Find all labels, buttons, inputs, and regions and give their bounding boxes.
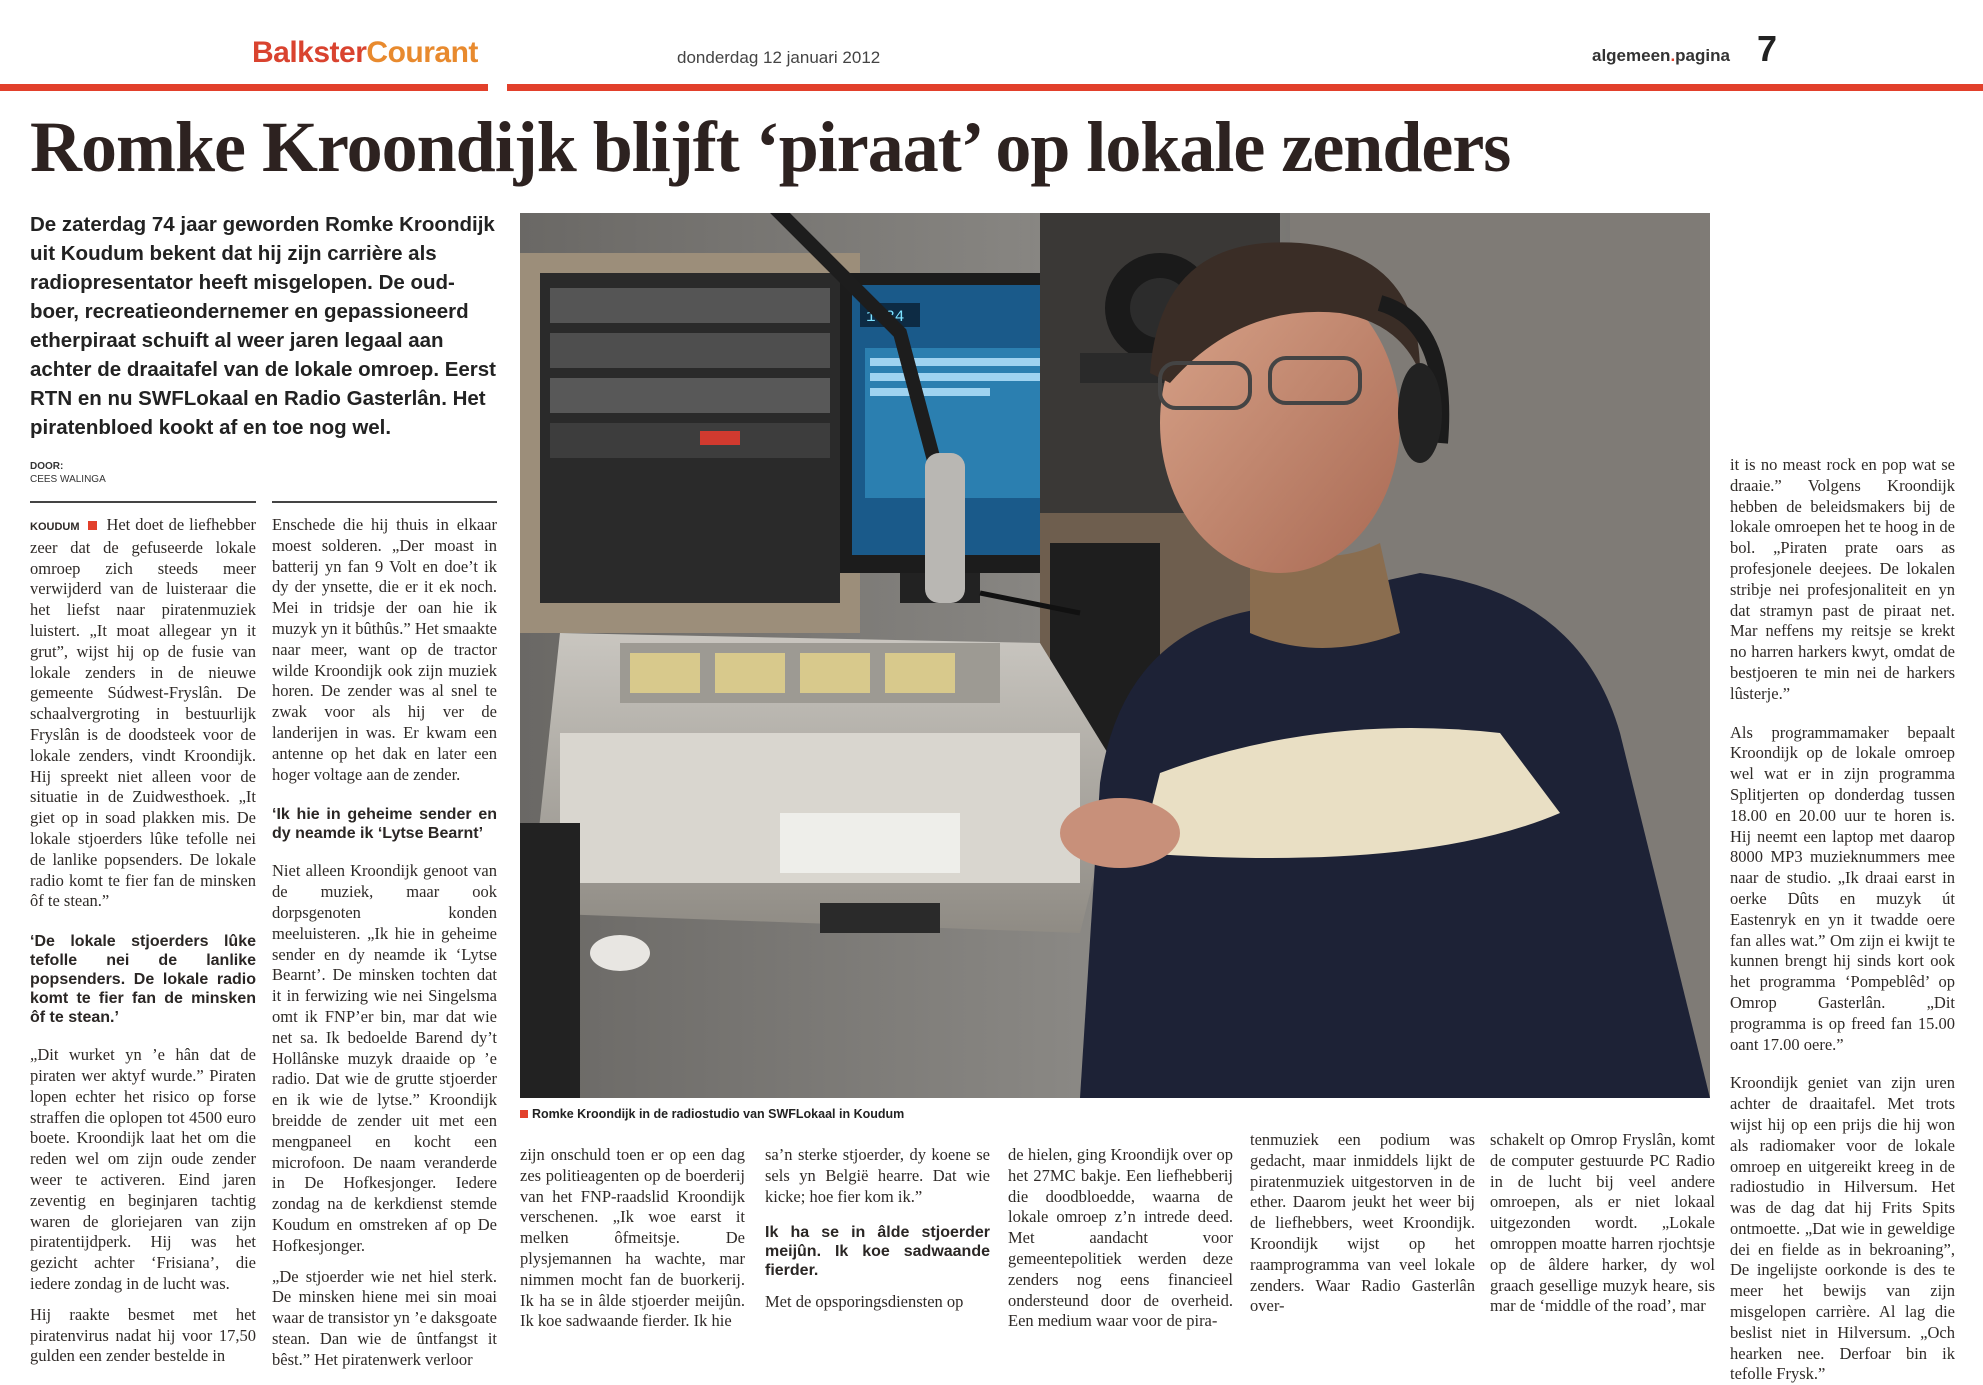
right-para-1: it is no meast rock en pop wat se draaie.” Volgens Kroondijk hebben de beleidsmakers bij de lokale omroepen het te hoog in de bol. „Piraten prate oars as profesjonele deejees. De lokalen stribje nei profesjonaliteit en yn dat stramyn past de piraat net. Mar neffens my reitsje se krekt no harren harkers kwyt, omdat de bestjoeren te min nei de harkers lûsterje.” <box>1730 455 1955 703</box>
pull-quote-3: Ik ha se in âlde stjoerder meijûn. Ik koe sadwaande fierder. <box>765 1224 990 1280</box>
bottom-column-2 <box>765 1145 990 1313</box>
column-1 <box>30 515 256 1367</box>
right-para-2: Als programmamaker bepaalt Kroondijk op de lokale omroep wel wat er in zijn programma Splitjerten op donderdag tussen 18.00 en 20.00 uur te horen is. Hij neemt een laptop met daarop 8000 MP3 muzieknummers mee naar de studio. „Ik draai earst in oerke Dûts en muzyk út Eastenryk en yn it twadde oere fan alles wat.” Om zijn ei kwijt te kunnen brengt hij sinds kort ook het programma ‘Pompeblêd’ op Omrop Gasterlân. „Dit programma is op freed fan 15.00 oant 17.00 oere.” <box>1730 722 1955 1054</box>
col1-para-1-text: Het doet de liefhebber zeer dat de gefuseerde lokale omroep zich steeds meer verwijderd van de luisteraar die het liefst naar piratenmuziek luistert. „It moat allegear yn it grut”, wijst hij op de fusie van lokale zenders in de nieuwe gemeente Súdwest-Fryslân. De schaalvergroting in bestuurlijk Fryslân is de doodsteek voor de lokale zenders, vindt Kroondijk. Hij spreekt niet alleen voor de situatie in de Zuidwesthoek. „It giet op in soad plakken mis. De lokale stjoerders lûke tefolle nei de lanlike popsenders. De lokale radio komt te fier fan de minsken ôf te stean.” <box>30 515 257 911</box>
brand-courant: Courant <box>366 36 478 69</box>
screen-readout: 1534 <box>866 308 905 326</box>
pull-quote-1: ‘De lokale stjoerders lûke tefolle nei de lanlike popsenders. De lokale radio komt te fier fan de minsken ôf te stean.’ <box>30 933 256 1027</box>
studio-photo-illustration <box>520 213 1710 1098</box>
studio-photo <box>520 213 1710 1098</box>
col2-para-2: Niet alleen Kroondijk genoot van de muziek, maar ook dorpsgenoten konden meeluisteren. „Ik hie in geheime sender en dy neamde ik ‘Lytse Bearnt’. De minsken tochten dat it in ferwizing wie nei Singelsma omt ik FNP’er bin, mar dat wie net sa. Ik bedoelde Barend dy’t Hollânske muzyk draaide op ’e radio. Dat wie de grutte stjoerder en ik wie de lytse.” Kroondijk breidde de zender uit met een mengpaneel en kocht een microfoon. De naam veranderde in De Hofkesjonger. Iedere zondag na de kerkdienst stemde Koudum en omstreken af op De Hofkesjonger. <box>272 861 497 1255</box>
column-rule-top-2 <box>272 501 497 503</box>
dateline-square-icon <box>88 521 97 530</box>
col1-para-3: Hij raakte besmet met het piratenvirus nadat hij voor 17,50 gulden een zender bestelde in <box>30 1304 256 1366</box>
section-label: algemeen.pagina <box>1592 46 1730 65</box>
headline: Romke Kroondijk blijft ‘piraat’ op lokale zenders <box>30 107 1511 187</box>
byline-author: CEES WALINGA <box>30 474 106 485</box>
column-rule-top <box>30 501 256 503</box>
bottom-col2-para-2: Met de opsporingsdiensten op <box>765 1292 964 1312</box>
caption-text: Romke Kroondijk in de radiostudio van SWFLokaal in Koudum <box>532 1107 905 1121</box>
photo-caption <box>520 1107 904 1121</box>
col1-para-2: „Dit wurket yn ’e hân dat de piraten wer aktyf wurde.” Piraten lopen echter het risico op forse straffen die oplopen tot 4500 euro boete. Kroondijk laat het om die reden wel om zijn oude zender weer te activeren. Eind jaren zeventig en beginjaren tachtig waren de gloriejaren van zijn piratentijdperk. Hij was het gezicht achter ‘Frisiana’, die iedere zondag in de lucht was. <box>30 1045 256 1293</box>
brand-balkster: Balkster <box>252 36 367 69</box>
byline-label: DOOR: <box>30 461 64 472</box>
page-number: 7 <box>1757 28 1778 69</box>
bottom-column-3: de hielen, ging Kroondijk over op het 27MC bakje. Een liefhebberij die doodbloedde, waarna de lokale omroep z’n intrede deed. Met aandacht voor gemeentepolitiek werden deze zenders nog eens financieel ondersteund door de overheid. Een medium waar voor de pira- <box>1008 1145 1233 1331</box>
column-2 <box>272 515 497 1370</box>
header-rule-right <box>507 84 1983 91</box>
masthead-brand <box>252 36 478 70</box>
bottom-column-5: schakelt op Omrop Fryslân, komt de computer gestuurde PC Radio in de lucht bij veel andere omroepen, als er niet lokaal uitgezonden wordt. „Lokale omroppen moatte harren rjochtsje op de âldere harker, dy wol graach gesellige muzyk heare, sis mar de ‘middle of the road’, mar <box>1490 1130 1715 1316</box>
col2-para-1: Enschede die hij thuis in elkaar moest solderen. „Der moast in batterij yn fan 9 Volt en doe’t ik dy der ynsette, die er it ek noch. Mei in tridsje der oan hie ik muzyk yn it bûthûs.” Het smaakte naar meer, want op de tractor wilde Kroondijk ook zijn muziek horen. De zender was al snel te zwak voor als hij ver de landerijen in was. Er kwam een antenne op het dak en later een hoger voltage aan de zender. <box>272 515 497 784</box>
right-para-3: Kroondijk geniet van zijn uren achter de draaitafel. Met trots wijst hij op een prijs die hij won als radiomaker voor de lokale omroep en uitgereikt kreeg in de radiostudio in Hilversum. Het was de dag dat hij Frits Spits ontmoette. „Dat wie in geweldige dei en fielde as in bekroaning”, De ingelijste oorkonde is des te meer het bewijs van zijn misgelopen carrière. Al lag die beslist niet in Hilversum. „Och hearken nee. Derfoar bin ik tefolle Frysk.” <box>1730 1073 1955 1384</box>
page-label: pagina <box>1675 46 1730 65</box>
bottom-column-4: tenmuziek een podium was gedacht, maar inmiddels lijkt de piratenmuziek uitgestorven in de ether. Daarom jeukt het weer bij de liefhebbers, weet Kroondijk. Kroondijk wijst op het raamprogramma van veel lokale zenders. Waar Radio Gasterlân over- <box>1250 1130 1475 1316</box>
right-column <box>1730 455 1955 1385</box>
header-rule-left <box>0 84 488 91</box>
byline <box>30 460 106 486</box>
rack-led <box>700 431 740 445</box>
bottom-col2-para-1: sa’n sterke stjoerder, dy koene se sels yn België hearre. Dat wie kicke; hoe fier kom ik.” <box>765 1145 990 1206</box>
dateline: KOUDUM <box>30 521 80 533</box>
col2-para-3: „De stjoerder wie net hiel sterk. De minsken hiene mei sin moai waar de transistor yn ’e daksgoate stean. Dan wie de ûntfangst it bêst.” Het piratenwerk verloor <box>272 1266 497 1369</box>
section-name: algemeen <box>1592 46 1671 65</box>
intro-text: De zaterdag 74 jaar geworden Romke Kroondijk uit Koudum bekent dat hij zijn carrière als radiopresentator heeft misgelopen. De oud-boer, recreatieondernemer en gepassioneerd etherpiraat schuift al weer jaren legaal aan achter de draaitafel van de lokale omroep. Eerst RTN en nu SWFLokaal en Radio Gasterlân. Het piratenbloed kookt af en toe nog wel. <box>30 213 496 439</box>
issue-date: donderdag 12 januari 2012 <box>677 48 881 67</box>
pull-quote-2: ‘Ik hie in geheime sender en dy neamde ik ‘Lytse Bearnt’ <box>272 806 497 843</box>
bottom-column-1: zijn onschuld toen er op een dag zes politieagenten op de boerderij van het FNP-raadslid Kroondijk verschenen. „Ik woe earst it melken ôfmeitsje. De plysjemannen ha wachte, mar nimmen mocht fan de buorkerij. Ik ha se in âlde stjoerder meijûn. Ik koe sadwaande fierder. Ik hie <box>520 1145 745 1331</box>
col1-para-1 <box>30 515 256 912</box>
caption-square-icon <box>520 1110 528 1118</box>
